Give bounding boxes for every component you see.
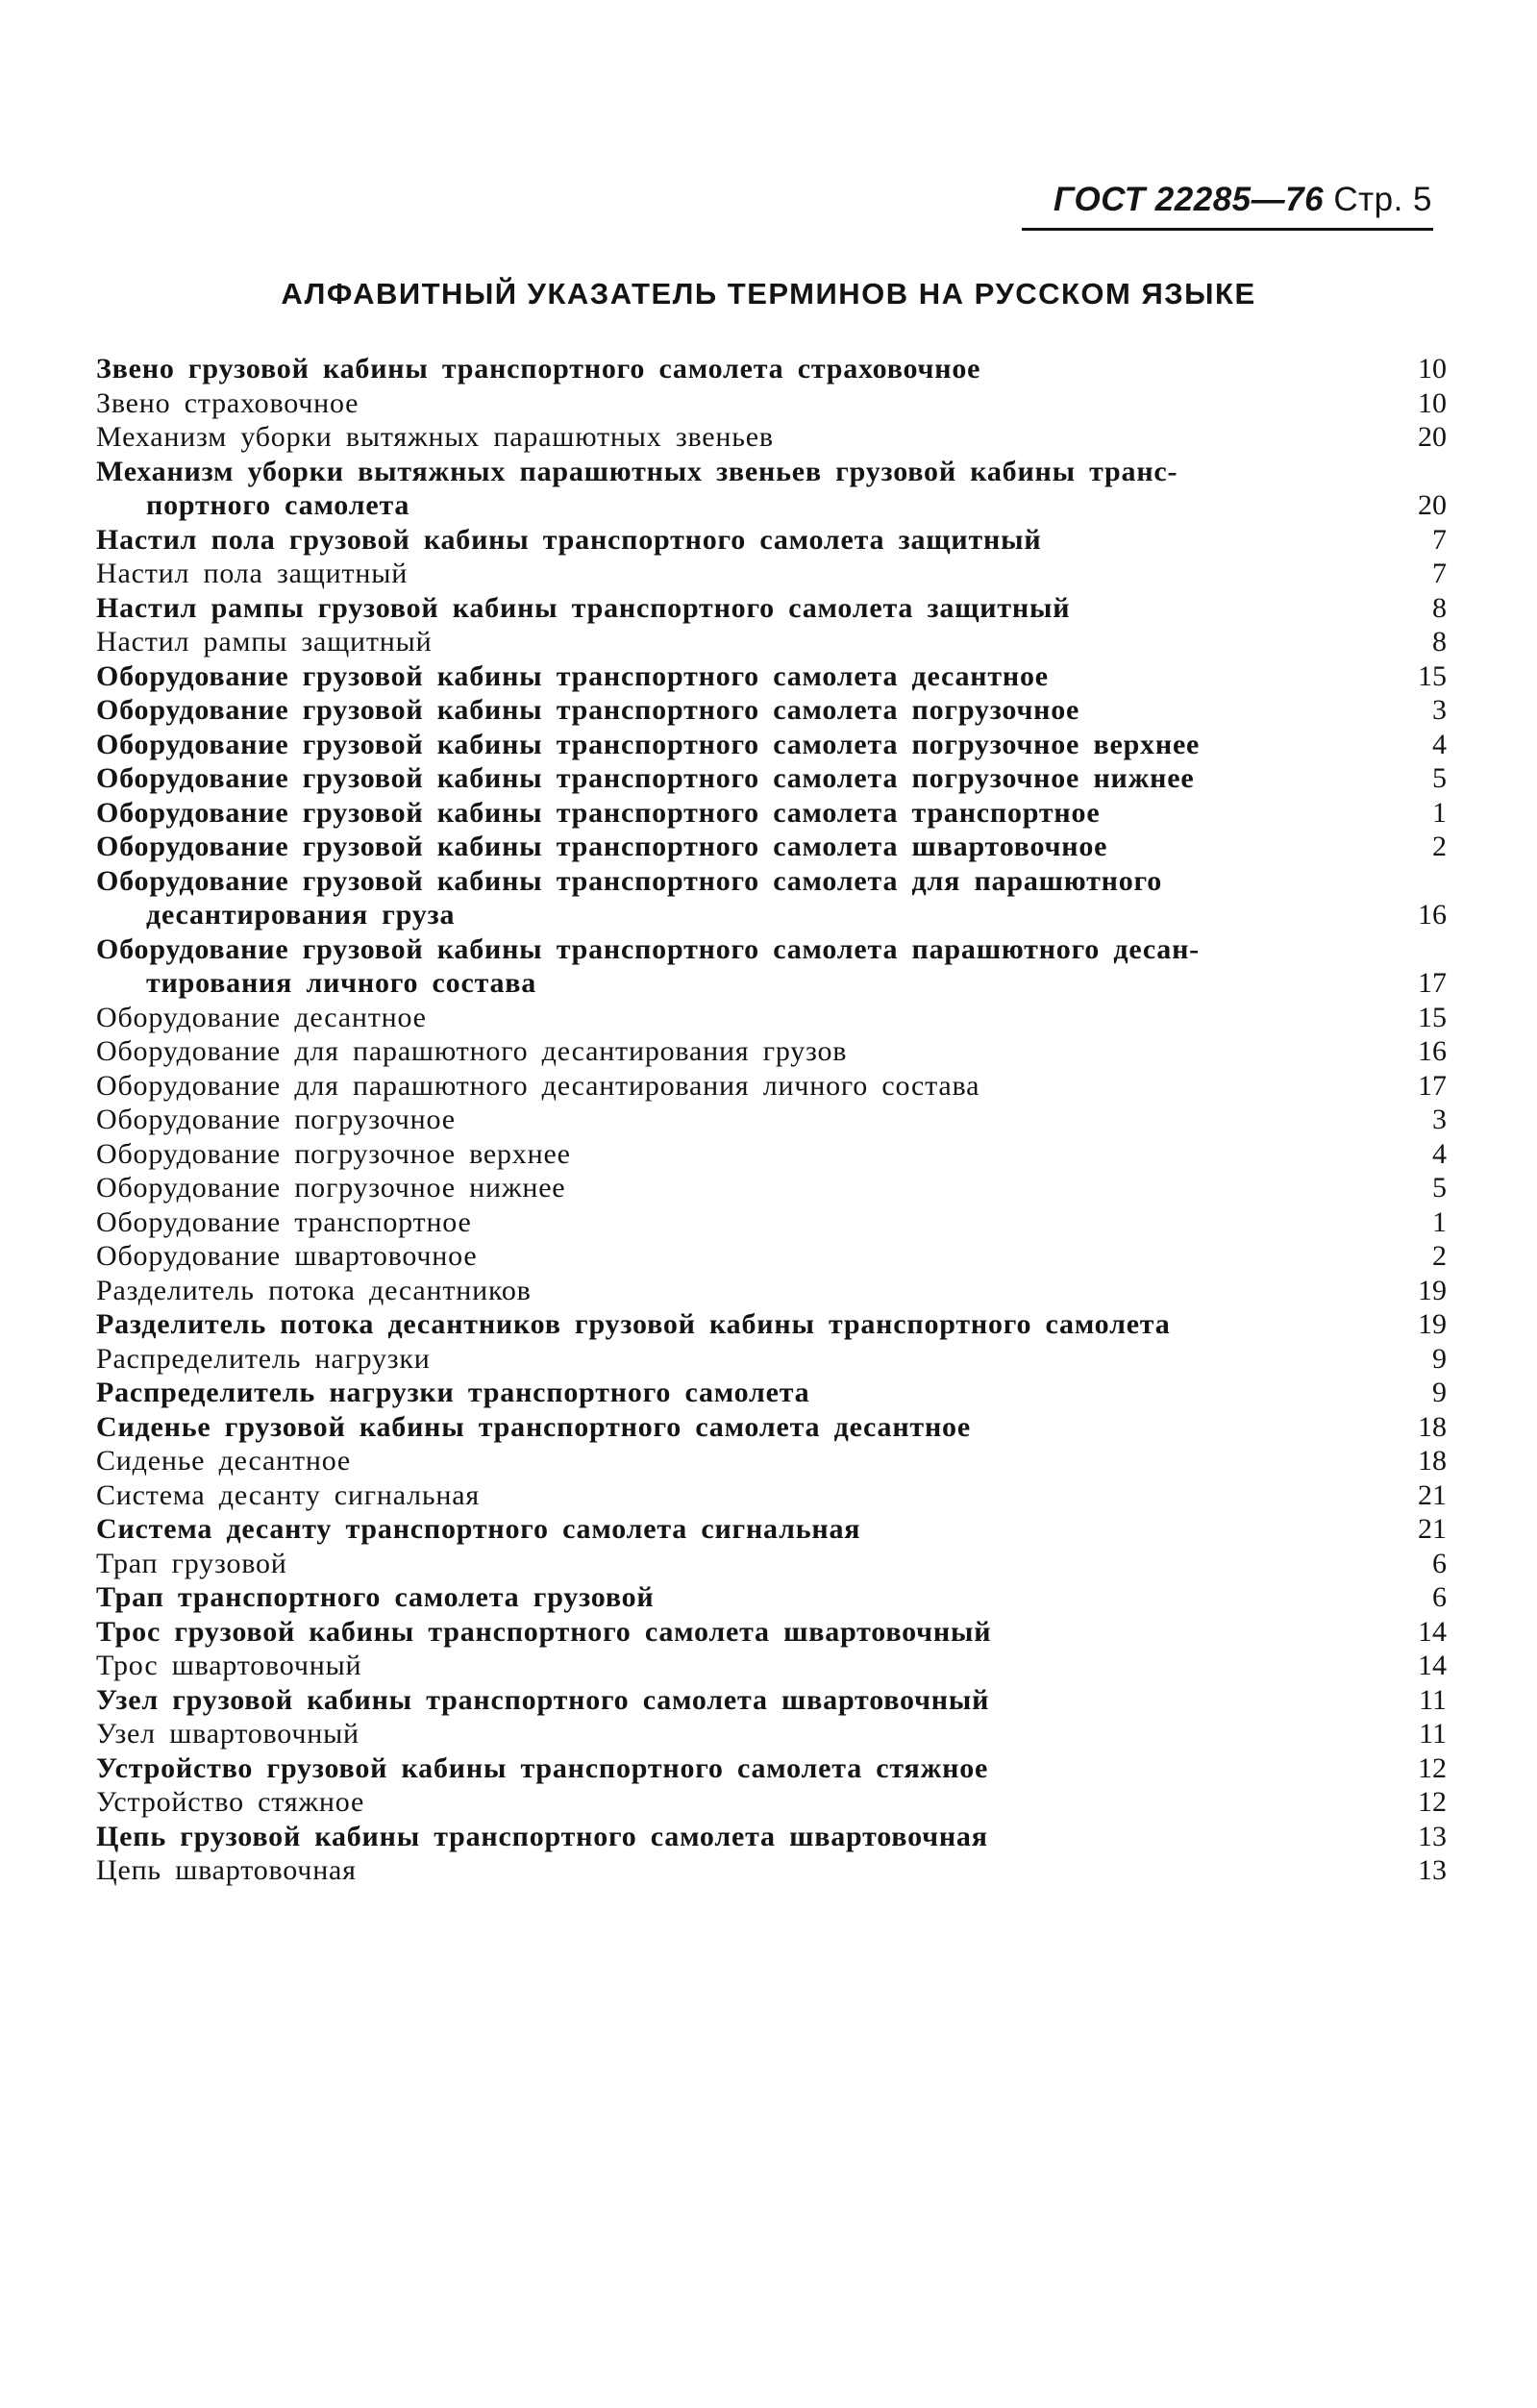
index-entry [96, 693, 1447, 728]
index-entry [96, 1307, 1447, 1342]
term-line: Оборудование грузовой кабины транспортного самолета швартовочное [96, 831, 1108, 862]
index-title: АЛФАВИТНЫЙ УКАЗАТЕЛЬ ТЕРМИНОВ НА РУССКОМ ЯЗЫКЕ [281, 277, 1256, 310]
term-number: 19 [1418, 1274, 1447, 1306]
term-number: 1 [1432, 1205, 1447, 1238]
index-term [96, 1342, 1387, 1377]
index-term [96, 1649, 1387, 1683]
term-number: 6 [1432, 1581, 1447, 1613]
term-line: Оборудование десантное [96, 1001, 427, 1033]
index-term [96, 659, 1387, 694]
index-term [96, 1307, 1387, 1342]
term-line: Узел швартовочный [96, 1718, 359, 1750]
term-number: 3 [1432, 694, 1447, 726]
term-number: 5 [1432, 1172, 1447, 1204]
index-term [96, 1512, 1387, 1547]
term-line: Система десанту сигнальная [96, 1478, 480, 1511]
index-entry [96, 557, 1447, 591]
index-term [96, 932, 1387, 1001]
term-number: 8 [1432, 626, 1447, 658]
index-entry [96, 1034, 1447, 1069]
term-line: Распределитель нагрузки транспортного самолета [96, 1377, 810, 1408]
index-term [96, 1001, 1387, 1035]
index-term [96, 1410, 1387, 1445]
term-line-continuation: портного самолета [146, 489, 410, 521]
index-term [96, 591, 1387, 626]
index-term [96, 625, 1387, 659]
term-line: Разделитель потока десантников грузовой кабины транспортного самолета [96, 1308, 1171, 1340]
index-term [96, 1034, 1387, 1069]
term-number: 11 [1419, 1683, 1447, 1716]
term-number: 20 [1418, 489, 1447, 521]
term-number: 21 [1418, 1513, 1447, 1545]
term-number: 13 [1418, 1820, 1447, 1852]
term-number: 6 [1432, 1547, 1447, 1579]
term-number: 10 [1418, 386, 1447, 419]
term-number: 15 [1418, 1001, 1447, 1033]
term-line: Цепь швартовочная [96, 1854, 357, 1886]
term-number: 7 [1432, 523, 1447, 556]
index-entry [96, 1785, 1447, 1820]
index-term [96, 1853, 1387, 1888]
index-entry [96, 1820, 1447, 1854]
index-term [96, 557, 1387, 591]
index-term [96, 1615, 1387, 1650]
term-line: Оборудование транспортное [96, 1205, 472, 1238]
index-entry [96, 1274, 1447, 1308]
term-line: Оборудование погрузочное нижнее [96, 1172, 566, 1204]
term-line: Оборудование грузовой кабины транспортного самолета для парашютного [96, 864, 1162, 897]
index-entry [96, 625, 1447, 659]
term-number: 11 [1419, 1718, 1447, 1750]
term-number: 8 [1432, 591, 1447, 624]
index-term [96, 796, 1387, 831]
page-number: Стр. 5 [1333, 181, 1432, 218]
index-term [96, 830, 1387, 864]
index-entry [96, 830, 1447, 864]
index-entry [96, 1001, 1447, 1035]
term-line: Механизм уборки вытяжных парашютных звеньев грузовой кабины транс- [96, 455, 1178, 487]
term-line: Звено страховочное [96, 386, 359, 419]
term-line: Оборудование грузовой кабины транспортного самолета погрузочное верхнее [96, 728, 1201, 760]
term-number: 4 [1432, 728, 1447, 760]
index-entry [96, 1547, 1447, 1581]
term-line: Оборудование грузовой кабины транспортного самолета десантное [96, 659, 1049, 692]
index-term [96, 693, 1387, 728]
index-term [96, 728, 1387, 762]
term-number: 18 [1418, 1410, 1447, 1443]
term-number: 10 [1418, 353, 1447, 385]
term-number: 19 [1418, 1308, 1447, 1340]
index-entry [96, 1444, 1447, 1478]
term-line: Распределитель нагрузки [96, 1342, 431, 1375]
index-entry [96, 1853, 1447, 1888]
index-term [96, 1069, 1387, 1104]
term-number: 20 [1418, 421, 1447, 453]
term-number: 14 [1418, 1650, 1447, 1681]
term-line: Оборудование грузовой кабины транспортного самолета транспортное [96, 796, 1101, 829]
index-entry [96, 1615, 1447, 1650]
term-number: 9 [1432, 1377, 1447, 1408]
term-line: Настил пола грузовой кабины транспортного самолета защитный [96, 523, 1042, 556]
term-line: Устройство грузовой кабины транспортного самолета стяжное [96, 1751, 989, 1784]
index-entry [96, 352, 1447, 386]
term-number: 4 [1432, 1137, 1447, 1170]
term-number: 14 [1418, 1615, 1447, 1648]
term-line: Трос швартовочный [96, 1650, 362, 1681]
index-entry [96, 1342, 1447, 1377]
term-line: Устройство стяжное [96, 1786, 365, 1818]
index-entry [96, 420, 1447, 455]
term-line: Механизм уборки вытяжных парашютных звеньев [96, 421, 774, 453]
index-entry [96, 659, 1447, 694]
index-term [96, 1751, 1387, 1786]
term-number: 21 [1418, 1478, 1447, 1511]
term-number: 16 [1418, 1035, 1447, 1067]
index-term [96, 1580, 1387, 1615]
index-term [96, 1205, 1387, 1240]
term-line: Оборудование швартовочное [96, 1240, 478, 1272]
index-term [96, 1478, 1387, 1513]
index-entry [96, 1751, 1447, 1786]
term-number: 12 [1418, 1751, 1447, 1784]
term-number: 5 [1432, 762, 1447, 794]
index-entry [96, 1137, 1447, 1172]
term-line: Система десанту транспортного самолета сигнальная [96, 1513, 861, 1545]
term-line: Узел грузовой кабины транспортного самолета швартовочный [96, 1683, 990, 1716]
term-number: 7 [1432, 558, 1447, 589]
term-line: Оборудование грузовой кабины транспортного самолета погрузочное [96, 694, 1080, 726]
index-term [96, 1274, 1387, 1308]
index-entry [96, 728, 1447, 762]
index-entry [96, 932, 1447, 1001]
term-line: Настил рампы грузовой кабины транспортного самолета защитный [96, 591, 1071, 624]
index-entry [96, 523, 1447, 558]
term-line: Разделитель потока десантников [96, 1274, 532, 1306]
term-index-list [96, 352, 1447, 1888]
term-number: 2 [1432, 831, 1447, 862]
term-line: Настил рампы защитный [96, 626, 433, 658]
term-line: Трос грузовой кабины транспортного самолета швартовочный [96, 1615, 992, 1648]
term-line: Оборудование для парашютного десантирования грузов [96, 1035, 848, 1067]
index-term [96, 352, 1387, 386]
term-number: 17 [1418, 1069, 1447, 1102]
term-number: 2 [1432, 1240, 1447, 1272]
index-entry [96, 864, 1447, 932]
header-rule [1022, 228, 1433, 231]
index-term [96, 455, 1387, 523]
term-line: Оборудование погрузочное верхнее [96, 1137, 571, 1170]
index-entry [96, 1103, 1447, 1137]
index-term [96, 1785, 1387, 1820]
term-line-continuation: десантирования груза [146, 899, 456, 931]
page-header [1019, 181, 1432, 219]
term-number: 18 [1418, 1445, 1447, 1477]
index-term [96, 1171, 1387, 1205]
standard-number: ГОСТ 22285—76 [1054, 181, 1325, 218]
term-line: Трап транспортного самолета грузовой [96, 1581, 655, 1613]
index-entry [96, 761, 1447, 796]
index-term [96, 523, 1387, 558]
index-entry [96, 1239, 1447, 1274]
term-number: 17 [1418, 967, 1447, 999]
index-entry [96, 796, 1447, 831]
term-line: Сиденье грузовой кабины транспортного самолета десантное [96, 1410, 971, 1443]
term-number: 12 [1418, 1786, 1447, 1818]
term-line: Оборудование грузовой кабины транспортного самолета погрузочное нижнее [96, 762, 1195, 794]
index-term [96, 420, 1387, 455]
term-line: Оборудование грузовой кабины транспортного самолета парашютного десан- [96, 932, 1200, 965]
index-term [96, 761, 1387, 796]
term-line: Звено грузовой кабины транспортного самолета страховочное [96, 353, 981, 385]
index-entry [96, 1717, 1447, 1751]
index-entry [96, 1069, 1447, 1104]
term-line-continuation: тирования личного состава [146, 967, 537, 999]
term-number: 16 [1418, 899, 1447, 931]
index-entry [96, 1410, 1447, 1445]
index-entry [96, 386, 1447, 421]
term-line: Трап грузовой [96, 1547, 287, 1579]
index-term [96, 1376, 1387, 1410]
index-term [96, 1239, 1387, 1274]
index-entry [96, 1376, 1447, 1410]
index-term [96, 386, 1387, 421]
term-line: Сиденье десантное [96, 1445, 352, 1477]
index-entry [96, 455, 1447, 523]
index-term [96, 1717, 1387, 1751]
term-line: Оборудование погрузочное [96, 1104, 456, 1135]
index-term [96, 864, 1387, 932]
index-term [96, 1444, 1387, 1478]
index-term [96, 1683, 1387, 1718]
index-entry [96, 1649, 1447, 1683]
term-line: Оборудование для парашютного десантирования личного состава [96, 1069, 980, 1102]
index-entry [96, 1478, 1447, 1513]
term-number: 1 [1432, 796, 1447, 829]
term-number: 3 [1432, 1104, 1447, 1135]
term-number: 13 [1418, 1854, 1447, 1886]
index-term [96, 1137, 1387, 1172]
term-number: 15 [1418, 659, 1447, 692]
index-entry [96, 1580, 1447, 1615]
index-term [96, 1547, 1387, 1581]
term-line: Цепь грузовой кабины транспортного самолета швартовочная [96, 1820, 988, 1852]
index-entry [96, 1512, 1447, 1547]
index-term [96, 1820, 1387, 1854]
index-entry [96, 1171, 1447, 1205]
term-number: 9 [1432, 1342, 1447, 1375]
term-line: Настил пола защитный [96, 558, 409, 589]
index-entry [96, 1683, 1447, 1718]
index-entry [96, 1205, 1447, 1240]
index-entry [96, 591, 1447, 626]
index-term [96, 1103, 1387, 1137]
